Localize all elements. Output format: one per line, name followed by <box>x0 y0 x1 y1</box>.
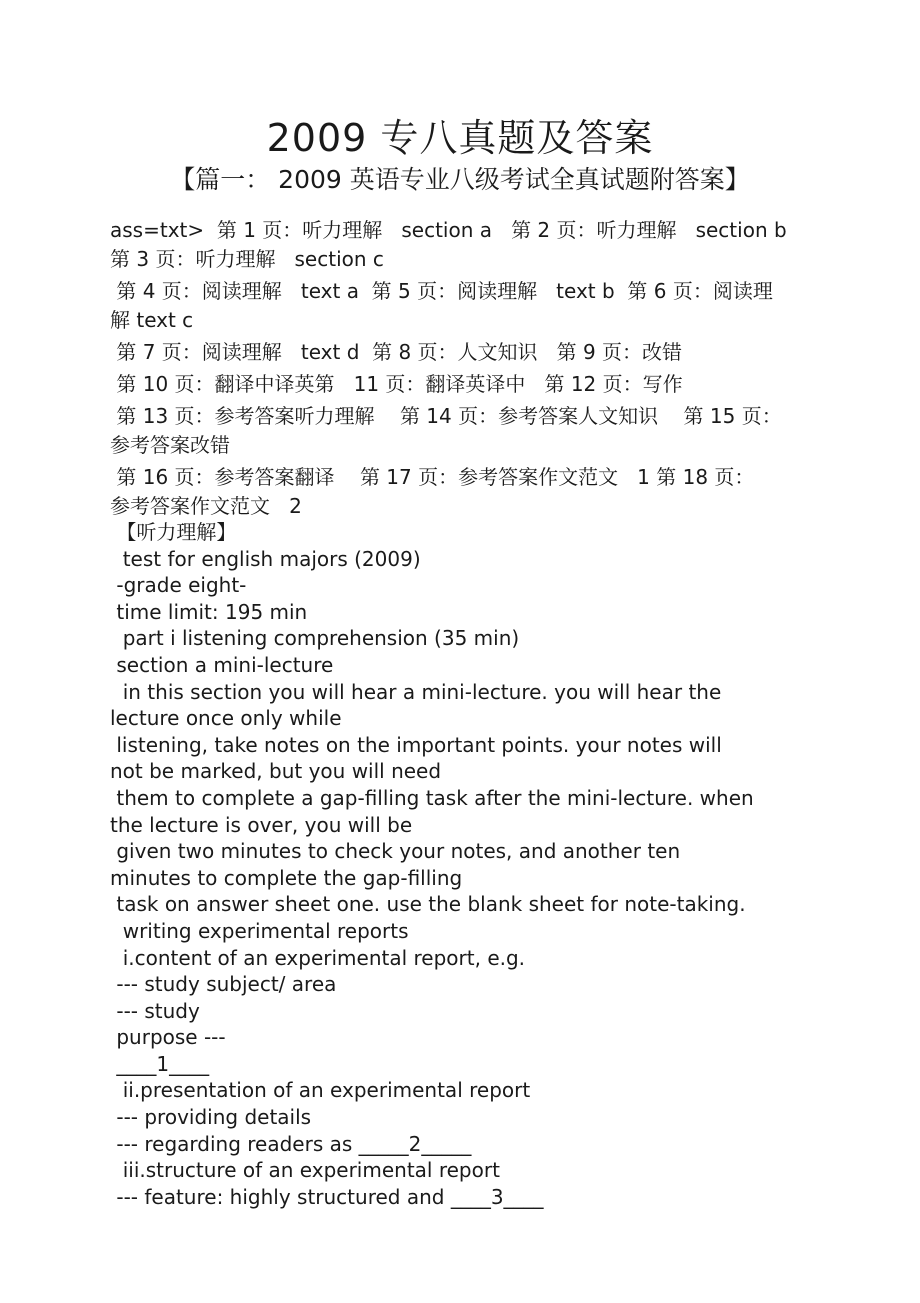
text-line: the lecture is over, you will be <box>110 812 413 837</box>
text-line: i.content of an experimental report, e.g. <box>110 945 526 970</box>
toc-line: ass=txt> 第 1 页：听力理解 section a 第 2 页：听力理解 section b <box>110 218 787 242</box>
text-line: section a mini-lecture <box>110 652 334 677</box>
text-line: --- providing details <box>110 1105 312 1130</box>
toc-line: 第 16 页：参考答案翻译 第 17 页：参考答案作文范文 1 第 18 页： <box>110 465 755 489</box>
text-line: --- study subject/ area <box>110 972 337 997</box>
text-line: ii.presentation of an experimental report <box>110 1078 531 1103</box>
toc-line: 第 4 页：阅读理解 text a 第 5 页：阅读理解 text b 第 6 页：阅读理 <box>110 279 773 303</box>
toc-line: 参考答案作文范文 2 <box>110 494 302 518</box>
toc-line: 第 10 页：翻译中译英第 11 页：翻译英译中 第 12 页：写作 <box>110 372 683 396</box>
table-of-contents <box>110 216 830 521</box>
text-line: listening, take notes on the important points. your notes will <box>110 732 722 757</box>
listening-section <box>110 519 830 1210</box>
toc-line: 第 7 页：阅读理解 text d 第 8 页：人文知识 第 9 页：改错 <box>110 340 683 364</box>
page-title: 2009 专八真题及答案 <box>266 116 654 160</box>
text-line: lecture once only while <box>110 706 342 731</box>
text-line: purpose --- <box>110 1025 226 1050</box>
text-line: time limit: 195 min <box>110 599 308 624</box>
toc-line: 参考答案改错 <box>110 433 230 457</box>
text-line: ____1____ <box>110 1051 210 1076</box>
text-line: part i listening comprehension (35 min) <box>110 626 520 651</box>
text-line: iii.structure of an experimental report <box>110 1158 500 1183</box>
text-line: --- study <box>110 998 200 1023</box>
toc-line: 第 3 页：听力理解 section c <box>110 247 384 271</box>
text-line: them to complete a gap-filling task after the mini-lecture. when <box>110 785 754 810</box>
text-line: --- feature: highly structured and ____3____ <box>110 1184 544 1209</box>
text-line: -grade eight- <box>110 573 247 598</box>
text-line: in this section you will hear a mini-lecture. you will hear the <box>110 679 722 704</box>
text-line: --- regarding readers as _____2_____ <box>110 1131 472 1156</box>
text-line: given two minutes to check your notes, and another ten <box>110 839 681 864</box>
text-line: task on answer sheet one. use the blank sheet for note-taking. <box>110 892 746 917</box>
toc-line: 第 13 页：参考答案听力理解 第 14 页：参考答案人文知识 第 15 页： <box>110 404 782 428</box>
text-line: test for english majors (2009) <box>110 546 421 571</box>
text-line: not be marked, but you will need <box>110 759 442 784</box>
text-line: writing experimental reports <box>110 918 409 943</box>
text-line: minutes to complete the gap-filling <box>110 865 463 890</box>
toc-line: 解 text c <box>110 308 194 332</box>
page-subtitle: 【篇一： 2009 英语专业八级考试全真试题附答案】 <box>170 165 750 194</box>
section-heading: 【听力理解】 <box>110 520 237 544</box>
